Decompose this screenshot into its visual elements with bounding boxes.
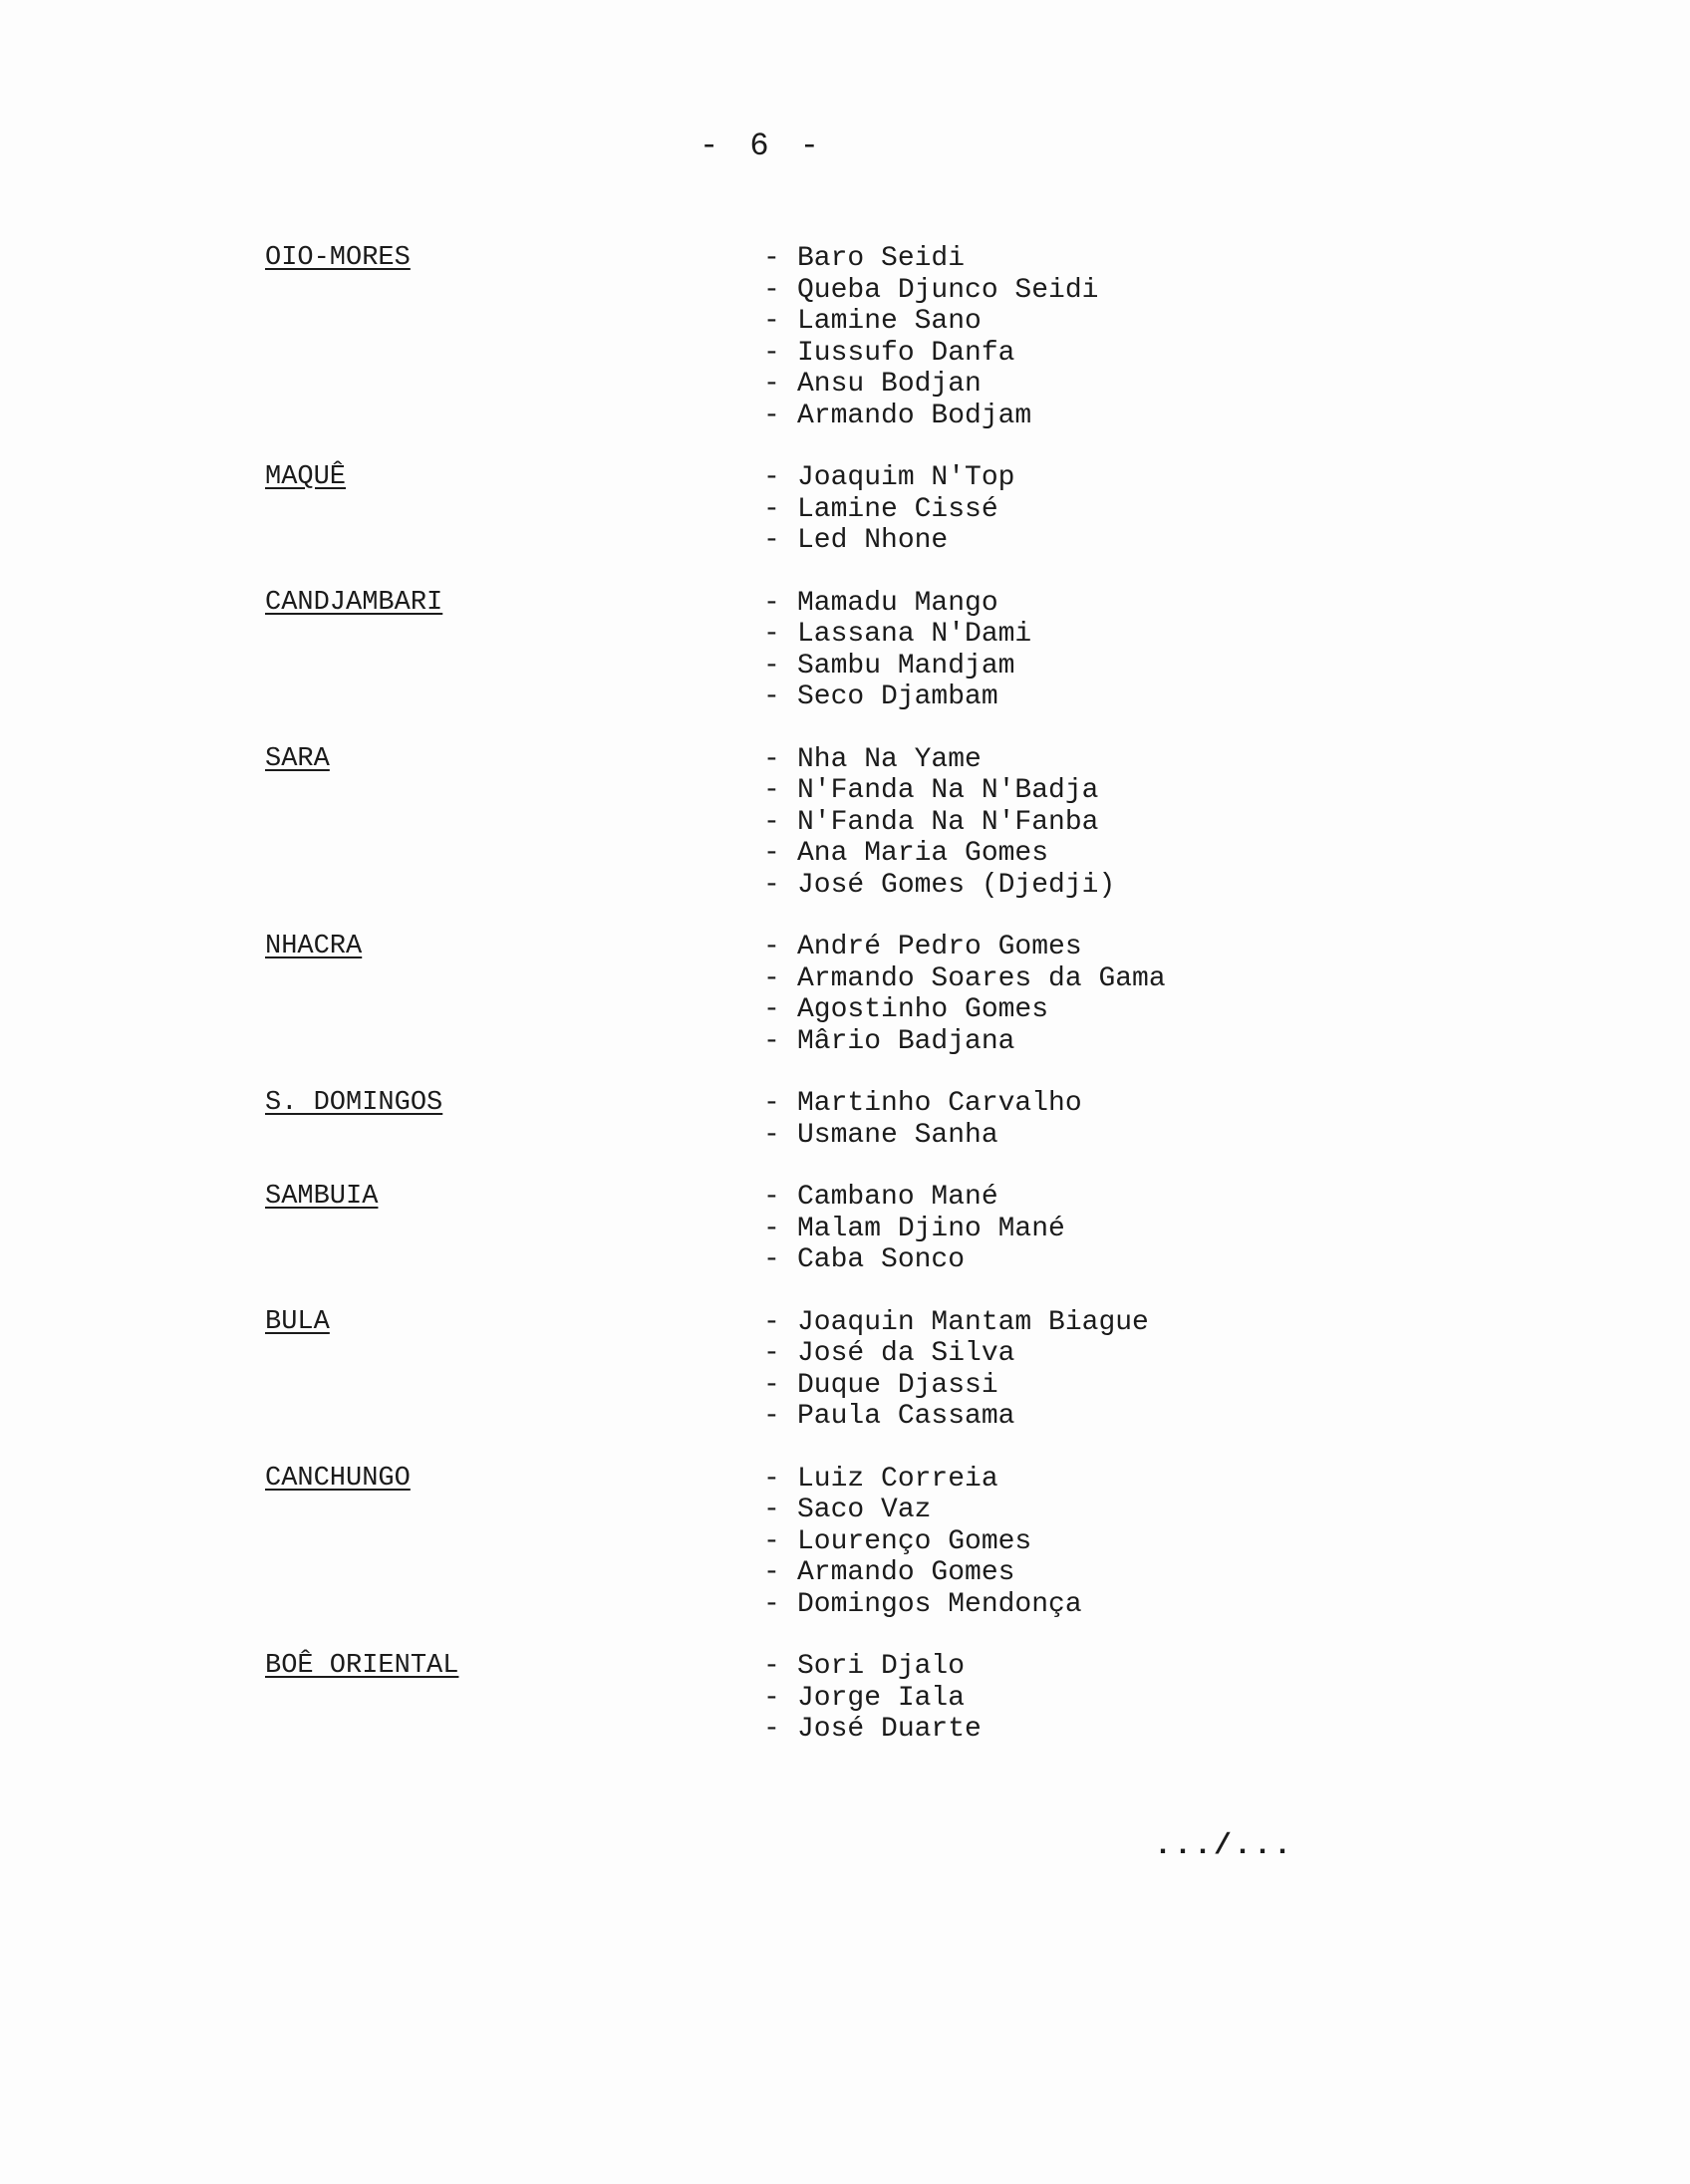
list-dash: - bbox=[763, 587, 780, 619]
list-dash: - bbox=[763, 838, 780, 869]
list-dash: - bbox=[763, 1369, 780, 1401]
person-name: Armando Bodjam bbox=[797, 400, 1032, 431]
list-item bbox=[763, 1120, 1082, 1152]
list-dash: - bbox=[763, 369, 780, 400]
person-name: Iussufo Danfa bbox=[797, 337, 1015, 369]
person-name: Saco Vaz bbox=[797, 1495, 932, 1525]
list-dash: - bbox=[763, 1306, 780, 1338]
region-section bbox=[265, 1464, 1361, 1621]
list-item bbox=[763, 1026, 1166, 1058]
list-item bbox=[763, 1338, 1149, 1370]
name-list bbox=[763, 462, 1014, 557]
person-name: Caba Sonco bbox=[797, 1244, 966, 1275]
region-section bbox=[265, 744, 1361, 902]
list-item bbox=[763, 1495, 1082, 1526]
list-item bbox=[763, 682, 1031, 713]
region-section bbox=[265, 1182, 1361, 1276]
list-item bbox=[763, 994, 1166, 1026]
page-number: - 6 - bbox=[699, 128, 825, 164]
person-name: Nha Na Yame bbox=[797, 743, 982, 775]
list-dash: - bbox=[763, 932, 780, 962]
person-name: Joaquim N'Top bbox=[797, 462, 1015, 493]
person-name: Sambu Mandjam bbox=[797, 650, 1015, 682]
person-name: Baro Seidi bbox=[797, 243, 966, 274]
person-name: André Pedro Gomes bbox=[797, 932, 1082, 962]
list-dash: - bbox=[763, 994, 780, 1025]
region-heading: SAMBUIA bbox=[265, 1182, 379, 1212]
list-item bbox=[763, 525, 1014, 557]
list-dash: - bbox=[763, 1213, 780, 1244]
list-dash: - bbox=[763, 1119, 780, 1151]
region-section bbox=[265, 1307, 1361, 1433]
list-item bbox=[763, 775, 1115, 807]
list-item bbox=[763, 1651, 982, 1683]
list-dash: - bbox=[763, 1588, 780, 1620]
list-item bbox=[763, 651, 1031, 682]
list-item bbox=[763, 932, 1166, 963]
region-heading: OIO-MORES bbox=[265, 243, 411, 273]
list-item bbox=[763, 963, 1166, 995]
list-item bbox=[763, 369, 1098, 401]
list-dash: - bbox=[763, 869, 780, 901]
list-item bbox=[763, 807, 1115, 839]
person-name: N'Fanda Na N'Fanba bbox=[797, 806, 1099, 838]
person-name: Agostinho Gomes bbox=[797, 994, 1049, 1025]
list-item bbox=[763, 870, 1115, 902]
list-item bbox=[763, 838, 1115, 870]
region-heading: S. DOMINGOS bbox=[265, 1088, 443, 1118]
person-name: José Duarte bbox=[797, 1714, 982, 1745]
list-dash: - bbox=[763, 462, 780, 493]
list-dash: - bbox=[763, 619, 780, 650]
list-dash: - bbox=[763, 1401, 780, 1432]
region-section bbox=[265, 588, 1361, 713]
list-dash: - bbox=[763, 1651, 780, 1682]
list-dash: - bbox=[763, 650, 780, 682]
list-dash: - bbox=[763, 1682, 780, 1714]
list-item bbox=[763, 1526, 1082, 1558]
region-heading: CANCHUNGO bbox=[265, 1463, 411, 1494]
person-name: Paula Cassama bbox=[797, 1401, 1015, 1432]
name-list bbox=[763, 1182, 1065, 1276]
person-name: José Gomes (Djedji) bbox=[797, 869, 1116, 901]
name-list bbox=[763, 1651, 982, 1746]
list-dash: - bbox=[763, 1025, 780, 1057]
person-name: Lamine Sano bbox=[797, 306, 982, 337]
person-name: Queba Djunco Seidi bbox=[797, 274, 1099, 306]
list-dash: - bbox=[763, 743, 780, 775]
list-dash: - bbox=[763, 243, 780, 274]
person-name: Ansu Bodjan bbox=[797, 369, 982, 400]
person-name: Armando Soares da Gama bbox=[797, 962, 1166, 994]
region-heading: MAQUÊ bbox=[265, 462, 347, 492]
person-name: Martinho Carvalho bbox=[797, 1088, 1082, 1119]
person-name: José da Silva bbox=[797, 1338, 1015, 1369]
person-name: Lassana N'Dami bbox=[797, 619, 1032, 650]
person-name: Mamadu Mango bbox=[797, 587, 998, 619]
list-dash: - bbox=[763, 1463, 780, 1495]
person-name: N'Fanda Na N'Badja bbox=[797, 775, 1099, 806]
list-item bbox=[763, 1307, 1149, 1339]
person-name: Sori Djalo bbox=[797, 1651, 966, 1682]
person-name: Lamine Cissé bbox=[797, 493, 998, 525]
list-item bbox=[763, 306, 1098, 338]
list-dash: - bbox=[763, 337, 780, 369]
region-section bbox=[265, 932, 1361, 1057]
list-dash: - bbox=[763, 1525, 780, 1557]
list-item bbox=[763, 1714, 982, 1746]
list-dash: - bbox=[763, 1495, 780, 1525]
list-dash: - bbox=[763, 525, 780, 556]
region-list bbox=[265, 243, 1361, 1776]
person-name: Duque Djassi bbox=[797, 1369, 998, 1401]
name-list bbox=[763, 1088, 1082, 1151]
region-section bbox=[265, 1088, 1361, 1151]
list-item bbox=[763, 1182, 1065, 1214]
list-item bbox=[763, 1464, 1082, 1496]
person-name: Luiz Correia bbox=[797, 1463, 998, 1495]
list-dash: - bbox=[763, 274, 780, 306]
name-list bbox=[763, 932, 1166, 1057]
list-item bbox=[763, 338, 1098, 370]
region-heading: CANDJAMBARI bbox=[265, 587, 443, 618]
person-name: Ana Maria Gomes bbox=[797, 838, 1049, 869]
list-item bbox=[763, 1370, 1149, 1402]
list-item bbox=[763, 1214, 1065, 1245]
list-dash: - bbox=[763, 400, 780, 431]
region-heading: NHACRA bbox=[265, 932, 363, 961]
person-name: Cambano Mané bbox=[797, 1182, 998, 1213]
name-list bbox=[763, 1464, 1082, 1621]
list-dash: - bbox=[763, 306, 780, 337]
list-dash: - bbox=[763, 775, 780, 806]
list-dash: - bbox=[763, 806, 780, 838]
person-name: Domingos Mendonça bbox=[797, 1588, 1082, 1620]
list-item bbox=[763, 243, 1098, 275]
list-item bbox=[763, 462, 1014, 494]
list-item bbox=[763, 588, 1031, 620]
continuation-mark: .../... bbox=[1154, 1829, 1294, 1863]
list-item bbox=[763, 1589, 1082, 1621]
list-dash: - bbox=[763, 1244, 780, 1275]
list-item bbox=[763, 494, 1014, 526]
list-dash: - bbox=[763, 682, 780, 712]
list-item bbox=[763, 1244, 1065, 1276]
list-dash: - bbox=[763, 493, 780, 525]
person-name: Armando Gomes bbox=[797, 1557, 1015, 1588]
person-name: Lourenço Gomes bbox=[797, 1525, 1032, 1557]
name-list bbox=[763, 588, 1031, 713]
person-name: Malam Djino Mané bbox=[797, 1213, 1065, 1244]
name-list bbox=[763, 744, 1115, 902]
person-name: Jorge Iala bbox=[797, 1682, 966, 1714]
list-item bbox=[763, 744, 1115, 776]
person-name: Mârio Badjana bbox=[797, 1025, 1015, 1057]
person-name: Led Nhone bbox=[797, 525, 949, 556]
list-item bbox=[763, 1557, 1082, 1589]
person-name: Joaquin Mantam Biague bbox=[797, 1306, 1149, 1338]
person-name: Usmane Sanha bbox=[797, 1119, 998, 1151]
region-section bbox=[265, 243, 1361, 431]
list-item bbox=[763, 619, 1031, 651]
name-list bbox=[763, 1307, 1149, 1433]
region-section bbox=[265, 1651, 1361, 1746]
name-list bbox=[763, 243, 1098, 431]
list-item bbox=[763, 1683, 982, 1715]
list-dash: - bbox=[763, 1714, 780, 1745]
list-item bbox=[763, 275, 1098, 307]
list-dash: - bbox=[763, 1088, 780, 1119]
list-item bbox=[763, 1088, 1082, 1120]
list-dash: - bbox=[763, 962, 780, 994]
list-dash: - bbox=[763, 1182, 780, 1213]
list-dash: - bbox=[763, 1557, 780, 1588]
list-item bbox=[763, 401, 1098, 432]
list-dash: - bbox=[763, 1338, 780, 1369]
region-heading: SARA bbox=[265, 743, 330, 774]
region-heading: BULA bbox=[265, 1306, 330, 1337]
region-section bbox=[265, 462, 1361, 557]
list-item bbox=[763, 1401, 1149, 1433]
region-heading: BOÊ ORIENTAL bbox=[265, 1651, 459, 1681]
person-name: Seco Djambam bbox=[797, 682, 998, 712]
